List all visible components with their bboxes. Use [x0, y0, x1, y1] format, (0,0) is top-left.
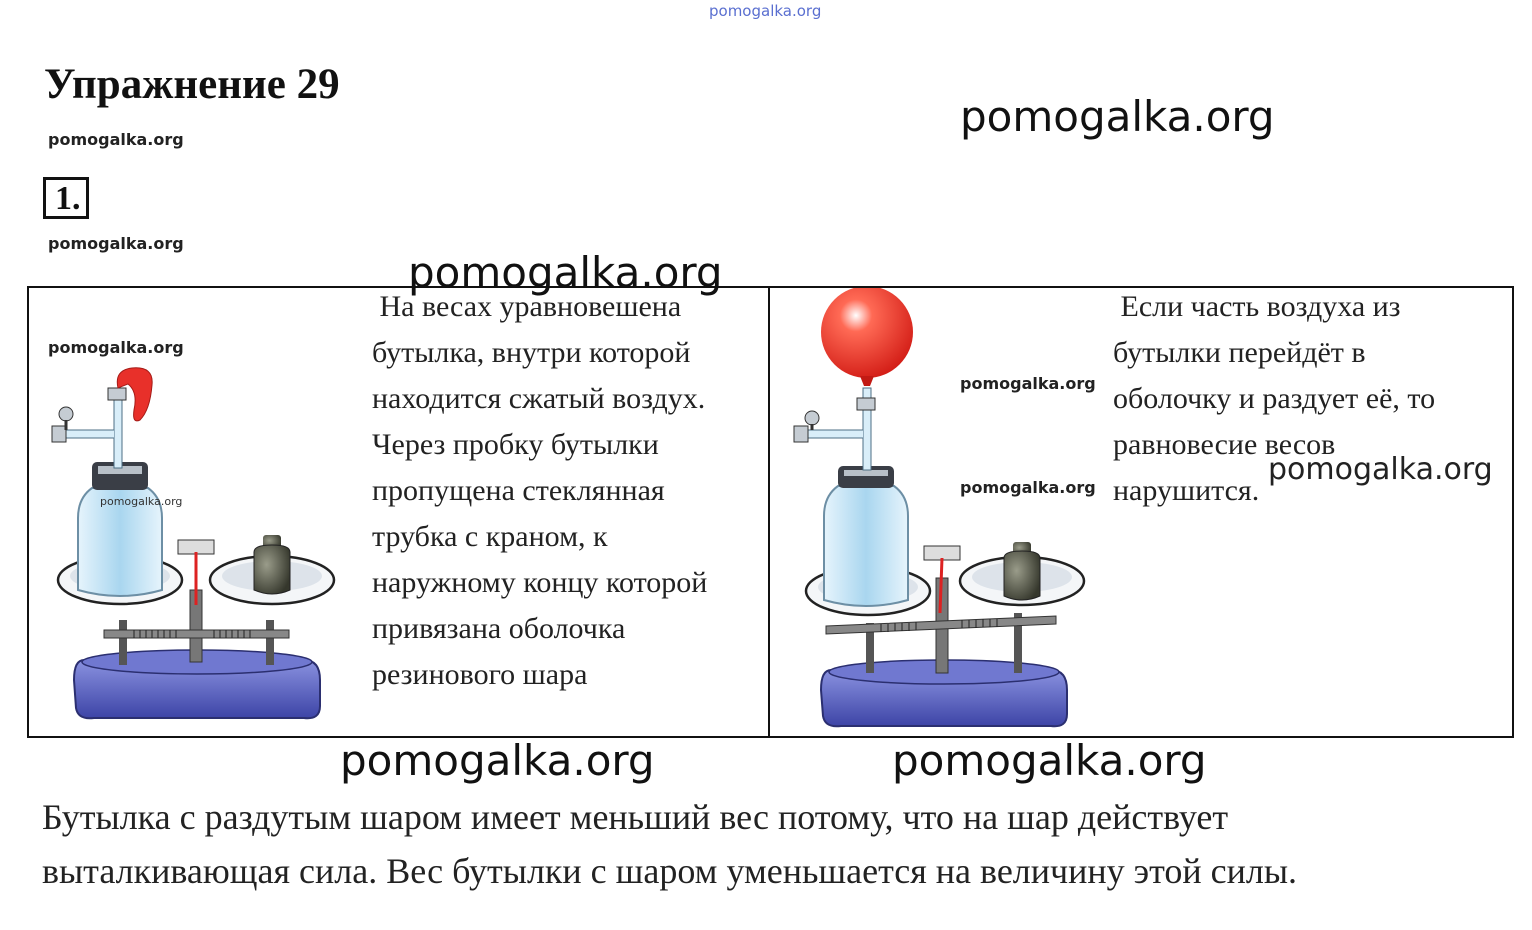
exercise-title: Упражнение 29	[44, 61, 340, 108]
watermark-left-cell: pomogalka.org	[48, 338, 184, 357]
right-line-4: равновесие весов	[1113, 428, 1336, 461]
watermark-bottom-right: pomogalka.org	[892, 736, 1207, 785]
watermark-table-top: pomogalka.org	[408, 248, 723, 297]
watermark-bottom-left: pomogalka.org	[340, 736, 655, 785]
right-line-2: бутылки перейдёт в	[1113, 336, 1366, 369]
left-line-6: трубка с краном, к	[372, 520, 608, 553]
answer-paragraph	[42, 790, 1502, 898]
right-line-5: нарушится.	[1113, 474, 1260, 507]
left-line-5: пропущена стеклянная	[372, 474, 665, 507]
answer-line-2: выталкивающая сила. Вес бутылки с шаром уменьшается на величину этой силы.	[42, 851, 1298, 891]
left-line-8: привязана оболочка	[372, 612, 626, 645]
left-line-4: Через пробку бутылки	[372, 428, 659, 461]
right-scale-illustration	[786, 288, 1096, 733]
left-line-1: На весах уравновешена	[372, 290, 682, 323]
left-line-7: наружному концу которой	[372, 566, 708, 599]
right-line-3: оболочку и раздует её, то	[1113, 382, 1436, 415]
left-scale-illustration	[44, 340, 344, 725]
left-cell-text	[372, 284, 762, 698]
left-line-2: бутылка, внутри которой	[372, 336, 691, 369]
right-line-1: Если часть воздуха из	[1113, 290, 1401, 323]
watermark-under-title: pomogalka.org	[48, 130, 184, 149]
left-line-3: находится сжатый воздух.	[372, 382, 706, 415]
watermark-right-text: pomogalka.org	[1268, 452, 1493, 487]
table-divider	[768, 286, 770, 738]
task-number: 1.	[43, 177, 89, 219]
watermark-header-right: pomogalka.org	[960, 92, 1275, 141]
left-line-9: резинового шара	[372, 658, 588, 691]
answer-line-1: Бутылка с раздутым шаром имеет меньший вес потому, что на шар действует	[42, 797, 1229, 837]
watermark-under-number: pomogalka.org	[48, 234, 184, 253]
top-watermark: pomogalka.org	[709, 2, 822, 20]
watermark-bottle-label: pomogalka.org	[100, 495, 183, 508]
watermark-right-cell-1: pomogalka.org	[960, 374, 1096, 393]
watermark-right-cell-2: pomogalka.org	[960, 478, 1096, 497]
